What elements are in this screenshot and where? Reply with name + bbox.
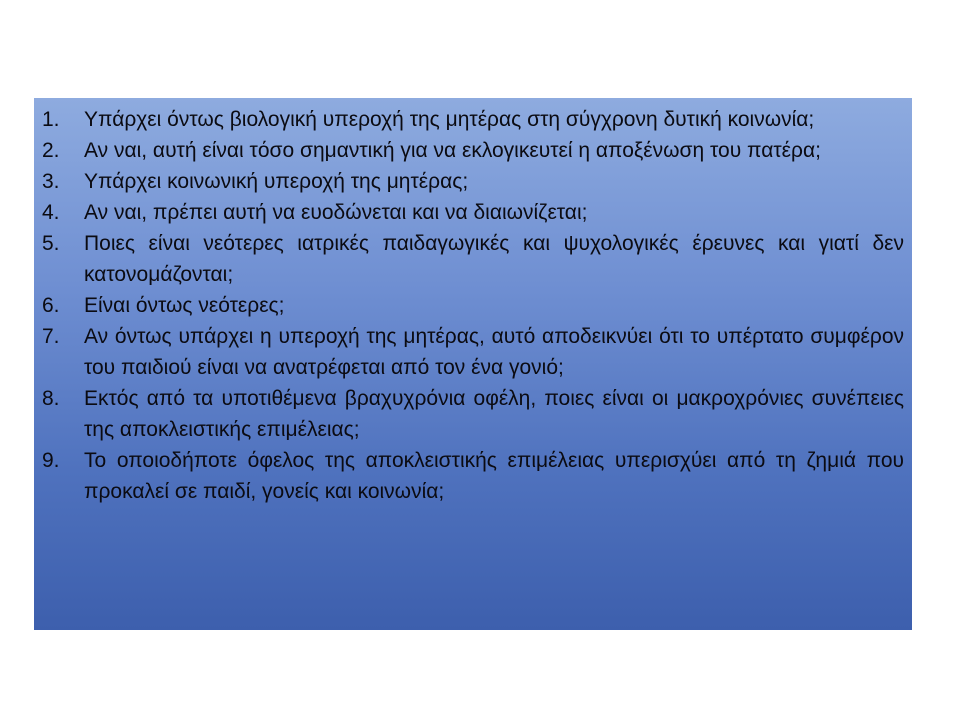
item-text: Το οποιοδήποτε όφελος της αποκλειστικής επιμέλειας υπερισχύει από τη ζημιά που προκαλεί σε παιδί, γονείς και κοινωνία; — [84, 449, 904, 503]
list-item — [42, 290, 904, 321]
list-item — [42, 104, 904, 135]
item-number: 8. — [42, 387, 60, 410]
item-number: 2. — [42, 139, 60, 162]
list-item — [42, 135, 904, 166]
item-number: 7. — [42, 325, 60, 348]
item-number: 9. — [42, 449, 60, 472]
item-text: Αν ναι, αυτή είναι τόσο σημαντική για να εκλογικευτεί η αποξένωση του πατέρα; — [84, 139, 821, 162]
list-item — [42, 166, 904, 197]
list-item — [42, 228, 904, 290]
item-text: Αν ναι, πρέπει αυτή να ευοδώνεται και να διαιωνίζεται; — [84, 201, 588, 224]
list-item — [42, 383, 904, 445]
item-text: Είναι όντως νεότερες; — [84, 294, 285, 317]
questions-list — [34, 98, 912, 507]
item-number: 6. — [42, 294, 60, 317]
item-number: 5. — [42, 232, 60, 255]
item-text: Αν όντως υπάρχει η υπεροχή της μητέρας, αυτό αποδεικνύει ότι το υπέρτατο συμφέρον του παιδιού είναι να ανατρέφεται από τον ένα γονιό; — [84, 325, 904, 379]
list-item — [42, 445, 904, 507]
item-text: Εκτός από τα υποτιθέμενα βραχυχρόνια οφέλη, ποιες είναι οι μακροχρόνιες συνέπειες της αποκλειστικής επιμέλειας; — [84, 387, 904, 441]
item-number: 3. — [42, 170, 60, 193]
item-number: 1. — [42, 108, 60, 131]
list-item — [42, 197, 904, 228]
item-number: 4. — [42, 201, 60, 224]
item-text: Ποιες είναι νεότερες ιατρικές παιδαγωγικές και ψυχολογικές έρευνες και γιατί δεν κατονομάζονται; — [84, 232, 904, 286]
list-item — [42, 321, 904, 383]
item-text: Υπάρχει κοινωνική υπεροχή της μητέρας; — [84, 170, 469, 193]
item-text: Υπάρχει όντως βιολογική υπεροχή της μητέρας στη σύγχρονη δυτική κοινωνία; — [84, 108, 815, 131]
questions-box — [34, 98, 912, 630]
